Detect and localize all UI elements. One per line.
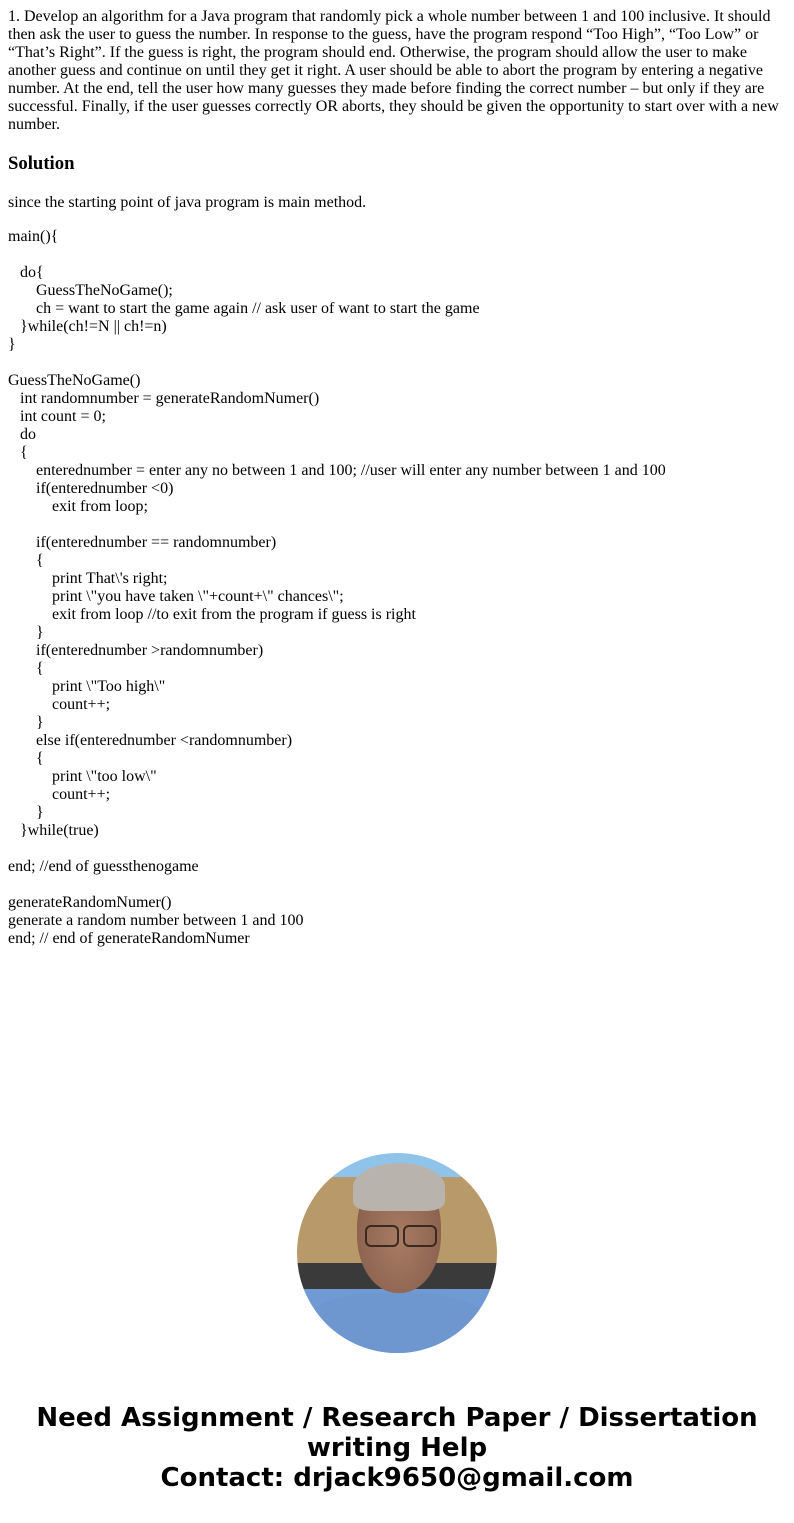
code-line: ch = want to start the game again // ask user of want to start the game bbox=[8, 300, 480, 317]
code-line: main(){ bbox=[8, 228, 59, 245]
promo-line-2: writing Help bbox=[306, 1433, 488, 1463]
code-line: int count = 0; bbox=[8, 408, 106, 425]
code-line: count++; bbox=[8, 786, 111, 803]
code-line: end; // end of generateRandomNumer bbox=[8, 930, 250, 947]
code-line: end; //end of guessthenogame bbox=[8, 858, 199, 875]
code-line: print \"too low\" bbox=[8, 768, 157, 785]
code-line: generateRandomNumer() bbox=[8, 894, 172, 911]
code-line: generate a random number between 1 and 100 bbox=[8, 912, 304, 929]
promo-contact: Contact: drjack9650@gmail.com bbox=[160, 1463, 634, 1493]
code-line: else if(enterednumber <randomnumber) bbox=[8, 732, 293, 749]
code-line: print \"Too high\" bbox=[8, 678, 166, 695]
code-line: { bbox=[8, 552, 44, 569]
document-body bbox=[8, 0, 786, 948]
code-line: if(enterednumber <0) bbox=[8, 480, 174, 497]
avatar-glasses bbox=[363, 1225, 439, 1245]
code-line: }while(true) bbox=[8, 822, 99, 839]
code-line: { bbox=[8, 660, 44, 677]
code-line: GuessTheNoGame(); bbox=[8, 282, 173, 299]
code-line: } bbox=[8, 804, 44, 821]
code-line bbox=[8, 246, 786, 264]
code-line: { bbox=[8, 444, 28, 461]
code-line: GuessTheNoGame() bbox=[8, 372, 141, 389]
code-line bbox=[8, 354, 786, 372]
promo-banner bbox=[0, 1403, 794, 1493]
question-text: 1. Develop an algorithm for a Java program that randomly pick a whole number between 1 and 100 inclusive. It should then ask the user to guess the number. In response to the guess, have the program respond “Too High”, “Too Low” or “That’s Right”. If the guess is right, the program should end. Otherwise, the program should allow the user to make another guess and continue on until they get it right. A user should be able to abort the program by entering a negative number. At the end, tell the user how many guesses they made before finding the correct number – but only if they are successful. Finally, if the user guesses correctly OR aborts, they should be given the opportunity to start over with a new number. bbox=[8, 8, 779, 133]
code-line: } bbox=[8, 336, 16, 353]
code-line bbox=[8, 840, 786, 858]
code-line: do{ bbox=[8, 264, 44, 281]
code-line bbox=[8, 516, 786, 534]
code-line: }while(ch!=N || ch!=n) bbox=[8, 318, 167, 335]
code-line: do bbox=[8, 426, 36, 443]
code-line: } bbox=[8, 624, 44, 641]
avatar-hair bbox=[353, 1163, 445, 1211]
code-line: enterednumber = enter any no between 1 and 100; //user will enter any number between 1 and 100 bbox=[8, 462, 666, 479]
code-line: print \"you have taken \"+count+\" chances\"; bbox=[8, 588, 344, 605]
author-avatar bbox=[297, 1153, 497, 1353]
code-line: } bbox=[8, 714, 44, 731]
code-line: exit from loop; bbox=[8, 498, 148, 515]
solution-heading: Solution bbox=[8, 153, 75, 174]
code-line: print That\'s right; bbox=[8, 570, 168, 587]
avatar-shirt bbox=[307, 1293, 487, 1353]
code-line bbox=[8, 876, 786, 894]
code-line: exit from loop //to exit from the program if guess is right bbox=[8, 606, 416, 623]
code-line: int randomnumber = generateRandomNumer() bbox=[8, 390, 320, 407]
solution-intro: since the starting point of java program is main method. bbox=[8, 194, 367, 211]
code-line: { bbox=[8, 750, 44, 767]
pseudocode-block bbox=[8, 228, 786, 948]
code-line: count++; bbox=[8, 696, 111, 713]
code-line: if(enterednumber >randomnumber) bbox=[8, 642, 264, 659]
code-line: if(enterednumber == randomnumber) bbox=[8, 534, 277, 551]
promo-line-1: Need Assignment / Research Paper / Dissertation bbox=[36, 1403, 758, 1433]
